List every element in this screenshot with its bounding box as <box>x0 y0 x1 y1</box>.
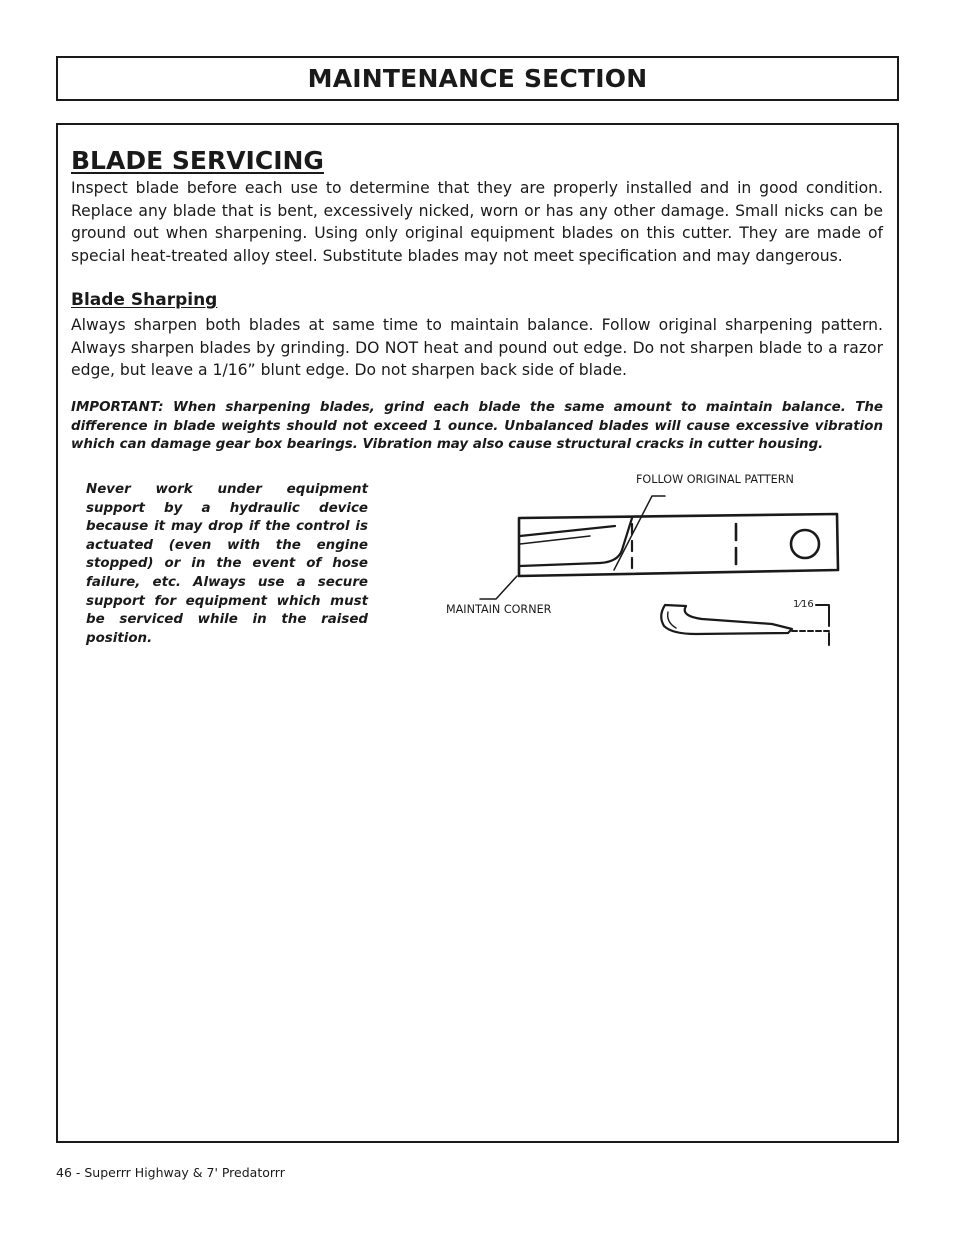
important-note: IMPORTANT: When sharpening blades, grind each blade the same amount to maintain balance. The difference in blade weights should not exceed 1 ounce. Unbalanced blades will cause excessive vibration which can damage gear box bearings. Vibration may also cause structural cracks in cutter housing. <box>71 400 883 453</box>
blade-drawing <box>440 466 860 656</box>
page-footer: 46 - Superrr Highway & 7' Predatorrr <box>56 1165 285 1180</box>
warning-note: Never work under equipment support by a hydraulic device because it may drop if the control is actuated (even with the engine stopped) or in the event of hose failure, etc. Always use a secure support for equipment which must be serviced while in the raised position. <box>86 482 368 646</box>
subsection-title: Blade Sharping <box>71 290 218 310</box>
header-box <box>56 56 899 101</box>
page-title: MAINTENANCE SECTION <box>307 64 648 93</box>
fraction-label: 1⁄16 <box>793 599 814 610</box>
maintain-corner-label: MAINTAIN CORNER <box>446 603 552 616</box>
section-title: BLADE SERVICING <box>71 146 324 175</box>
follow-pattern-label: FOLLOW ORIGINAL PATTERN <box>636 473 794 486</box>
sharpening-paragraph: Always sharpen both blades at same time to maintain balance. Follow original sharpening pattern. Always sharpen blades by grinding. DO NOT heat and pound out edge. Do not sharpen blade to a razor edge, but leave a 1/16” blunt edge. Do not sharpen back side of blade. <box>71 316 883 379</box>
intro-paragraph: Inspect blade before each use to determine that they are properly installed and in good condition. Replace any blade that is bent, excessively nicked, worn or has any other damage. Small nicks can be ground out when sharpening. Using only original equipment blades on this cutter. They are made of special heat-treated alloy steel. Substitute blades may not meet specification and may dangerous. <box>71 179 883 265</box>
blade-diagram <box>440 466 860 656</box>
